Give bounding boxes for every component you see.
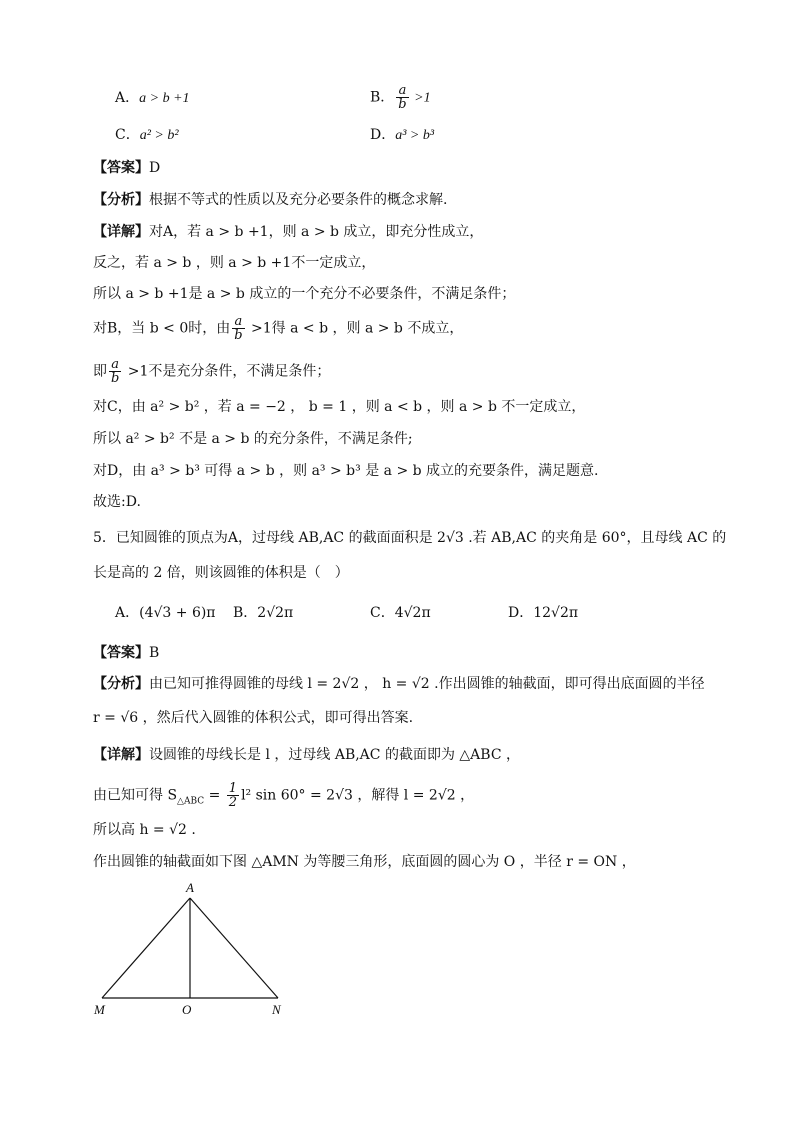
option-expr: a³ > b³: [395, 128, 435, 143]
numerator: 1: [228, 781, 238, 796]
q4-detail-line-9: 故选:D.: [93, 494, 141, 510]
option-expr: >1: [410, 90, 431, 106]
q4-detail-line-4: [93, 315, 463, 342]
analysis-text: 根据不等式的性质以及充分必要条件的概念求解.: [149, 192, 448, 208]
answer-value: B: [149, 645, 160, 661]
q4-detail-line-2: 反之，若 a > b ，则 a > b +1不一定成立，: [93, 255, 376, 271]
detail-text: >1得 a < b ，则 a > b 不成立，: [246, 320, 464, 337]
analysis-tag: 【分析】: [93, 676, 149, 692]
q4-option-d: [370, 125, 434, 146]
answer-value: D: [149, 160, 161, 176]
q4-detail-line-3: 所以 a > b +1是 a > b 成立的一个充分不必要条件，不满足条件；: [93, 286, 516, 302]
denominator: b: [234, 328, 243, 343]
fraction: [396, 84, 408, 111]
q5-detail-line-1: [93, 745, 520, 765]
option-label: A．: [115, 90, 140, 106]
q5-stem-line-1: 5．已知圆锥的顶点为A，过母线 AB,AC 的截面面积是 2√3 .若 AB,AC 的夹角是 60°，且母线 AC 的: [93, 530, 727, 546]
q5-detail-line-3: 所以高 h = √2 .: [93, 822, 196, 838]
answer-tag: 【答案】: [93, 645, 149, 661]
detail-text: =: [204, 787, 225, 804]
vertex-label-a: A: [186, 880, 194, 895]
detail-tag: 【详解】: [93, 224, 149, 240]
q4-detail-line-7: 所以 a² > b² 不是 a > b 的充分条件，不满足条件;: [93, 431, 413, 447]
option-expr: a² > b²: [139, 128, 179, 143]
vertex-label-m: M: [94, 1002, 105, 1017]
detail-text: >1不是充分条件，不满足条件；: [123, 363, 331, 380]
q4-option-b: [370, 84, 431, 111]
detail-text: 设圆锥的母线长是 l ，过母线 AB,AC 的截面即为 △ABC ，: [149, 747, 520, 763]
analysis-text: 由已知可推得圆锥的母线 l = 2√2 ， h = √2 .作出圆锥的轴截面，即可得出底面圆的半径: [149, 676, 705, 692]
subscript: △ABC: [177, 796, 205, 807]
numerator: a: [109, 358, 121, 372]
fraction: [109, 358, 121, 385]
q4-analysis: [93, 190, 447, 210]
q5-analysis-line-2: r = √6 ，然后代入圆锥的体积公式，即可得出答案.: [93, 710, 414, 726]
edge-am: [102, 898, 190, 998]
vertex-label-n: N: [272, 1002, 281, 1017]
detail-text: 由已知可得 S: [93, 787, 178, 804]
q4-detail-line-5: [93, 358, 330, 385]
q5-stem-line-2: 长是高的 2 倍，则该圆锥的体积是（ ）: [93, 565, 349, 581]
numerator: a: [396, 84, 408, 98]
q5-option-a: A．(4√3 + 6)π: [115, 605, 216, 621]
q5-answer: [93, 643, 159, 663]
edge-an: [190, 898, 278, 998]
q4-detail-line-8: 对D，由 a³ > b³ 可得 a > b ，则 a³ > b³ 是 a > b 成立的充要条件，满足题意.: [93, 463, 599, 479]
option-expr: a > b +1: [139, 91, 190, 106]
fraction: [227, 782, 239, 809]
q5-option-d: D．12√2π: [508, 605, 579, 621]
q5-detail-line-4: 作出圆锥的轴截面如下图 △AMN 为等腰三角形，底面圆的圆心为 O ，半径 r = ON ，: [93, 854, 636, 870]
q5-detail-line-2: [93, 782, 474, 811]
detail-text: 即: [93, 363, 107, 380]
q4-answer: [93, 158, 160, 178]
q4-option-a: [115, 88, 190, 109]
answer-tag: 【答案】: [93, 160, 149, 176]
triangle-figure: [90, 878, 300, 1018]
option-label: C．: [115, 127, 140, 143]
numerator: a: [232, 315, 244, 329]
denominator: b: [111, 371, 120, 386]
option-label: B．: [370, 89, 395, 106]
q4-option-c: [115, 125, 179, 146]
q5-option-b: B．2√2π: [233, 605, 294, 621]
detail-tag: 【详解】: [93, 747, 149, 763]
q4-detail-line-6: 对C，由 a² > b² ，若 a = −2 ， b = 1 ，则 a < b ，则 a > b 不一定成立，: [93, 399, 586, 415]
detail-text: 对A，若 a > b +1，则 a > b 成立，即充分性成立，: [149, 224, 484, 240]
option-label: D．: [370, 127, 396, 143]
fraction: [232, 315, 244, 342]
point-label-o: O: [182, 1002, 192, 1017]
denominator: b: [398, 97, 407, 112]
denominator: 2: [228, 795, 238, 810]
q5-option-c: C．4√2π: [370, 605, 431, 621]
detail-text: l² sin 60° = 2√3 ，解得 l = 2√2 ，: [241, 787, 475, 804]
q4-detail-line-1: [93, 222, 483, 242]
q5-analysis-line-1: [93, 674, 705, 694]
analysis-tag: 【分析】: [93, 192, 149, 208]
detail-text: 对B，当 b < 0时，由: [93, 320, 231, 337]
